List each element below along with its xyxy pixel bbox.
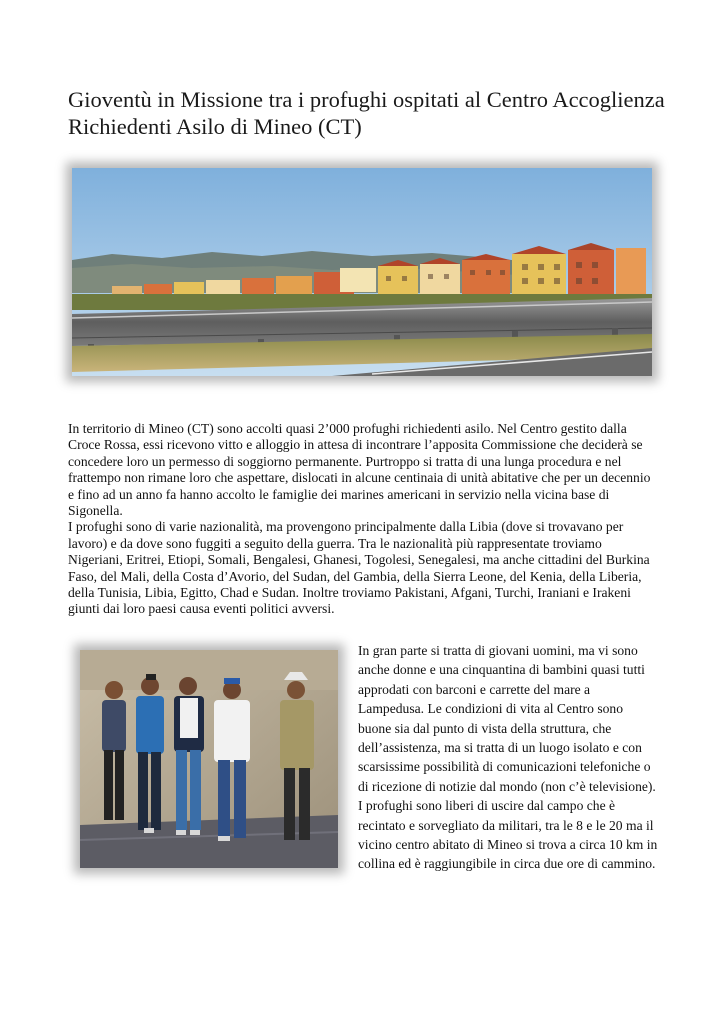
body-text: [68, 421, 658, 618]
landscape-photo-graphic: [72, 168, 652, 376]
paragraph-1: In territorio di Mineo (CT) sono accolti quasi 2’000 profughi richiedenti asilo. Nel Centro gestito dalla Croce Rossa, essi ricevono vitto e alloggio in attesa di incontrare l’apposita Commissione che deciderà se concedere loro un permesso di soggiorno permanente. Purtroppo si tratta di una lunga procedura e nel frattempo non rimane loro che aspettare, dislocati in alcune centinaia di unità abitative che per un decennio e fino ad un anno fa hanno accolto le famiglie dei marines americani in servizio nella vicina base di Sigonella.: [68, 421, 651, 519]
group-photo-graphic: [80, 650, 338, 868]
document-title: Gioventù in Missione tra i profughi ospitati al Centro Accoglienza Richiedenti Asilo di Mineo (CT): [68, 87, 665, 139]
side-paragraph: In gran parte si tratta di giovani uomini, ma vi sono anche donne e una cinquantina di bambini quasi tutti approdati con barconi e carrette del mare a Lampedusa. Le condizioni di vita al Centro sono buone sia dal punto di vista della struttura, che dell’assistenza, ma si tratta di un luogo isolato e con scarsissime possibilità di comunicazioni telefoniche o di ricezione di notizie dal mondo (non c’è televisione). I profughi sono liberi di uscire dal campo che è recintato e sorvegliato da militari, tra le 8 e le 20 ma il vicino centro abitato di Mineo si trova a circa 10 km in collina ed è raggiungibile in circa due ore di cammino.: [358, 643, 658, 872]
group-photo: [80, 650, 338, 868]
landscape-photo: [72, 168, 652, 376]
paragraph-2: I profughi sono di varie nazionalità, ma provengono principalmente dalla Libia (dove si trovavano per lavoro) e da dove sono fuggiti a seguito della guerra. Tra le nazionalità più rappresentate troviamo Nigeriani, Eritrei, Etiopi, Somali, Bengalesi, Ghanesi, Togolesi, Senegalesi, ma anche cittadini del Burkina Faso, del Mali, della Costa d’Avorio, del Sudan, del Gambia, della Sierra Leone, del Kenia, della Liberia, della Tunisia, Libia, Egitto, Chad e Sudan. Inoltre troviamo Pakistani, Afgani, Turchi, Iraniani e Irakeni giunti dai loro paesi causa eventi politici avversi.: [68, 519, 650, 617]
